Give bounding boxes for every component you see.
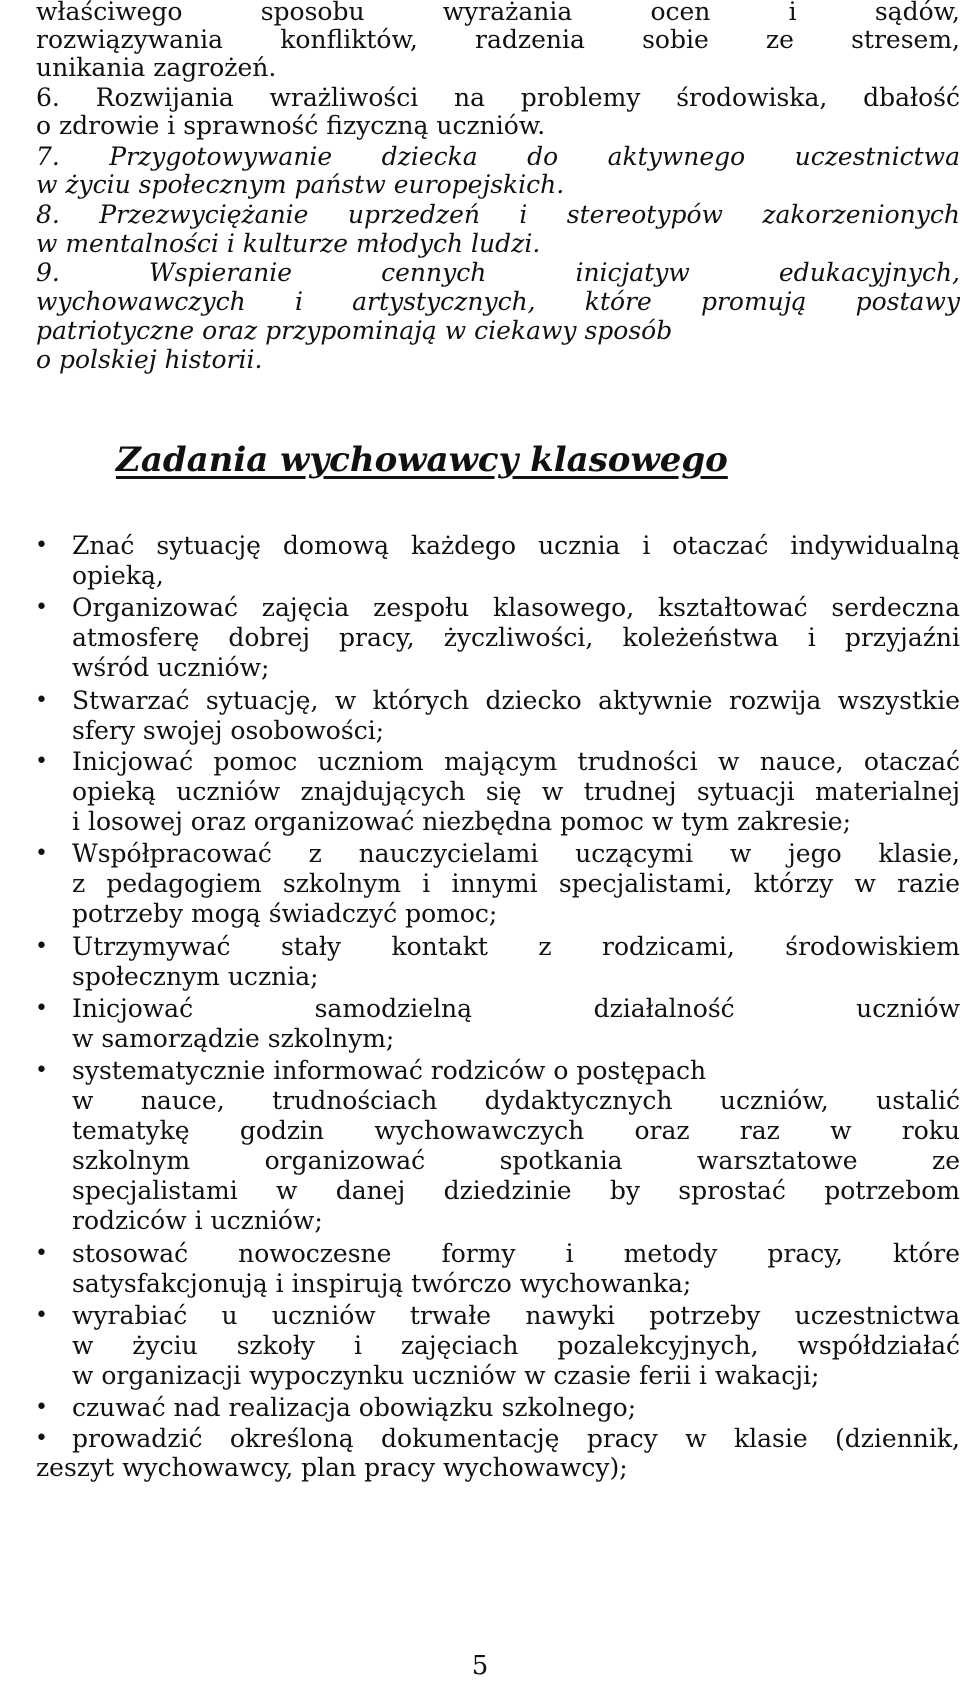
intro-line: w życiu społecznym państw europejskich. — [36, 170, 565, 199]
bullet-line: systematycznie informować rodziców o postępach — [72, 1056, 707, 1085]
bullet-line: tematykę godzin wychowawczych oraz raz w roku — [72, 1116, 960, 1145]
bullet-marker: • — [35, 749, 48, 774]
bullet-line: stosować nowoczesne formy i metody pracy, które — [72, 1239, 960, 1268]
bullet-marker: • — [35, 1241, 48, 1266]
intro-line: wychowawczych i artystycznych, które promują postawy — [36, 287, 960, 316]
bullet-line: Inicjować samodzielną działalność uczniów — [72, 994, 960, 1023]
bullet-marker: • — [35, 1426, 48, 1451]
intro-line: rozwiązywania konfliktów, radzenia sobie ze stresem, — [36, 25, 960, 54]
bullet-line: prowadzić określoną dokumentację pracy w klasie (dziennik, — [72, 1424, 960, 1453]
bullet-line: specjalistami w danej dziedzinie by sprostać potrzebom — [72, 1176, 960, 1205]
bullet-marker: • — [35, 1395, 48, 1420]
bullet-line: Znać sytuację domową każdego ucznia i otaczać indywidualną — [72, 531, 960, 560]
bullet-marker: • — [35, 996, 48, 1021]
bullet-line: Stwarzać sytuację, w których dziecko aktywnie rozwija wszystkie — [72, 686, 960, 715]
intro-line: unikania zagrożeń. — [36, 53, 277, 82]
bullet-marker: • — [35, 841, 48, 866]
bullet-line: wśród uczniów; — [72, 653, 270, 682]
intro-line: 7. Przygotowywanie dziecka do aktywnego uczestnictwa — [36, 142, 960, 171]
bullet-line: w nauce, trudnościach dydaktycznych uczniów, ustalić — [72, 1086, 960, 1115]
bullet-line: w samorządzie szkolnym; — [72, 1024, 395, 1053]
bullet-line: potrzeby mogą świadczyć pomoc; — [72, 899, 498, 928]
intro-line: 9. Wspieranie cennych inicjatyw edukacyjnych, — [36, 258, 960, 287]
intro-line: 8. Przezwyciężanie uprzedzeń i stereotypów zakorzenionych — [36, 200, 960, 229]
bullet-marker: • — [35, 688, 48, 713]
bullet-marker: • — [35, 934, 48, 959]
intro-line: w mentalności i kulturze młodych ludzi. — [36, 229, 541, 258]
bullet-line: i losowej oraz organizować niezbędna pomoc w tym zakresie; — [72, 807, 852, 836]
intro-line: o polskiej historii. — [36, 345, 263, 374]
bullet-line: opieką, — [72, 561, 164, 590]
intro-line: 6. Rozwijania wrażliwości na problemy środowiska, dbałość — [36, 83, 960, 112]
bullet-line: zeszyt wychowawcy, plan pracy wychowawcy); — [36, 1453, 628, 1482]
page-number: 5 — [471, 1651, 489, 1681]
bullet-line: Utrzymywać stały kontakt z rodzicami, środowiskiem — [72, 932, 960, 961]
bullet-line: społecznym ucznia; — [72, 962, 319, 991]
bullet-line: szkolnym organizować spotkania warsztatowe ze — [72, 1146, 960, 1175]
bullet-line: satysfakcjonują i inspirują twórczo wychowanka; — [72, 1269, 692, 1298]
bullet-line: sfery swojej osobowości; — [72, 716, 385, 745]
bullet-line: z pedagogiem szkolnym i innymi specjalistami, którzy w razie — [72, 869, 960, 898]
bullet-line: atmosferę dobrej pracy, życzliwości, koleżeństwa i przyjaźni — [72, 623, 960, 652]
section-heading: Zadania wychowawcy klasowego — [116, 440, 728, 480]
bullet-line: rodziców i uczniów; — [72, 1206, 323, 1235]
bullet-line: opieką uczniów znajdujących się w trudnej sytuacji materialnej — [72, 777, 960, 806]
bullet-line: Współpracować z nauczycielami uczącymi w jego klasie, — [72, 839, 960, 868]
bullet-line: wyrabiać u uczniów trwałe nawyki potrzeby uczestnictwa — [72, 1301, 960, 1330]
intro-line: patriotyczne oraz przypominają w ciekawy sposób — [36, 316, 673, 345]
bullet-marker: • — [35, 1058, 48, 1083]
bullet-marker: • — [35, 533, 48, 558]
bullet-line: Organizować zajęcia zespołu klasowego, kształtować serdeczna — [72, 593, 960, 622]
bullet-line: w życiu szkoły i zajęciach pozalekcyjnych, współdziałać — [72, 1331, 960, 1360]
bullet-marker: • — [35, 595, 48, 620]
intro-line: właściwego sposobu wyrażania ocen i sądów, — [36, 0, 960, 26]
bullet-line: Inicjować pomoc uczniom mającym trudności w nauce, otaczać — [72, 747, 960, 776]
bullet-line: w organizacji wypoczynku uczniów w czasie ferii i wakacji; — [72, 1361, 820, 1390]
intro-line: o zdrowie i sprawność fizyczną uczniów. — [36, 111, 546, 140]
bullet-line: czuwać nad realizacja obowiązku szkolnego; — [72, 1393, 637, 1422]
bullet-marker: • — [35, 1303, 48, 1328]
